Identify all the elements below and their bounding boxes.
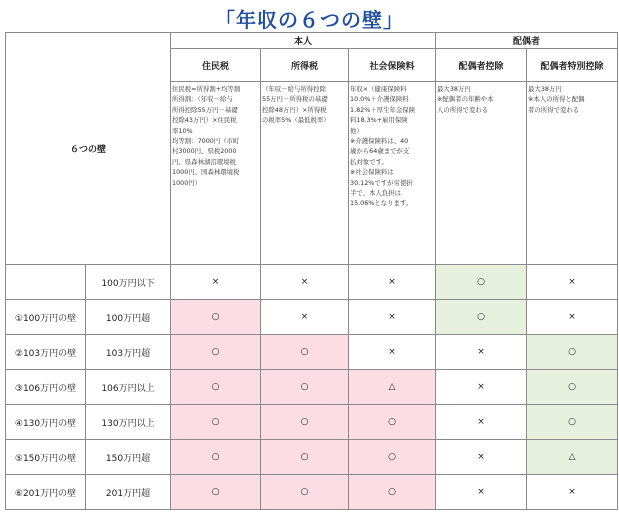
column-description (261, 82, 349, 265)
description-line: 歳から64歳までが支 (350, 147, 410, 156)
income-threshold-cell: 100万円以下 (86, 265, 171, 300)
description-line: ※介護保険料は、40 (350, 137, 409, 146)
mark-cell: × (436, 475, 527, 510)
mark-cell: ○ (261, 475, 349, 510)
wall-name-cell: ③106万円の壁 (6, 370, 86, 405)
mark-cell: × (171, 265, 261, 300)
description-line: 料18.3%+雇用保険 (350, 116, 408, 125)
table-row (6, 265, 618, 300)
mark-cell: △ (527, 440, 618, 475)
mark-cell: × (436, 440, 527, 475)
table-row (6, 475, 618, 510)
mark-cell: ○ (171, 440, 261, 475)
mark-cell: ○ (527, 405, 618, 440)
description-line: の税率5%（最低税率） (262, 116, 330, 125)
description-line: 所得割：（年収－給与 (172, 95, 233, 104)
column-header-spouse-special-deduction: 配偶者特別控除 (527, 49, 618, 82)
column-description (349, 82, 436, 265)
mark-cell: ○ (349, 440, 436, 475)
description-line: 年収×（健康保険料 (350, 85, 407, 93)
mark-cell: × (527, 475, 618, 510)
table-row (6, 370, 618, 405)
mark-cell: × (527, 265, 618, 300)
mark-cell: ○ (349, 475, 436, 510)
wall-name-cell: ⑥201万円の壁 (6, 475, 86, 510)
column-header-income-tax: 所得税 (261, 49, 349, 82)
mark-cell: ○ (171, 475, 261, 510)
description-line: 他） (350, 126, 363, 135)
mark-cell: ○ (527, 335, 618, 370)
column-header-social-insurance: 社会保険料 (349, 49, 436, 82)
mark-cell: ○ (171, 405, 261, 440)
table-row (6, 335, 618, 370)
mark-cell: ○ (436, 265, 527, 300)
mark-cell: ○ (527, 370, 618, 405)
mark-cell: △ (349, 370, 436, 405)
mark-cell: ○ (261, 335, 349, 370)
description-line: 率10% (172, 126, 193, 135)
income-threshold-cell: 130万円以上 (86, 405, 171, 440)
column-description (527, 82, 618, 265)
income-threshold-cell: 100万円超 (86, 300, 171, 335)
description-line: 者の所得で変わる (528, 105, 580, 114)
mark-cell: × (261, 300, 349, 335)
table-row (6, 405, 618, 440)
description-line: ※配偶者の年齢や本 (437, 95, 494, 104)
description-line: 均等割：7000円（市町 (172, 137, 240, 146)
description-line: 15.06%となります。 (350, 199, 413, 208)
mark-cell: ○ (261, 370, 349, 405)
table-row (6, 440, 618, 475)
description-line: ※社会保険料は (350, 168, 394, 177)
column-description (171, 82, 261, 265)
description-line: 10.0%＋介護保険料 (350, 95, 409, 104)
wall-table (5, 32, 618, 510)
income-threshold-cell: 201万円超 (86, 475, 171, 510)
mark-cell: × (436, 335, 527, 370)
mark-cell: ○ (261, 440, 349, 475)
description-line: 1.82%＋厚生年金保険 (350, 105, 416, 114)
mark-cell: ○ (171, 370, 261, 405)
mark-cell: × (436, 370, 527, 405)
income-threshold-cell: 150万円超 (86, 440, 171, 475)
mark-cell: × (436, 405, 527, 440)
wall-name-cell: ④130万円の壁 (6, 405, 86, 440)
column-description (436, 82, 527, 265)
description-line: 村3000円、県税2000 (172, 147, 237, 156)
group-self-header: 本人 (171, 33, 436, 49)
description-line: ※本人の所得と配偶 (528, 95, 585, 104)
mark-cell: ○ (436, 300, 527, 335)
description-line: 控除48万円）×所得税 (262, 105, 327, 114)
mark-cell: ○ (349, 405, 436, 440)
mark-cell: × (261, 265, 349, 300)
description-line: 最大38万円 (437, 85, 471, 93)
description-line: 1000円、国森林環境税 (172, 168, 240, 177)
wall-name-cell: ②103万円の壁 (6, 335, 86, 370)
income-threshold-cell: 106万円以上 (86, 370, 171, 405)
wall-label-cell (6, 33, 171, 265)
mark-cell: × (349, 300, 436, 335)
description-line: 所得控除55万円－基礎 (172, 105, 238, 114)
wall-name-cell: ①100万円の壁 (6, 300, 86, 335)
column-header-resident-tax: 住民税 (171, 49, 261, 82)
mark-cell: × (349, 265, 436, 300)
page-title: 「年収の６つの壁」 (215, 8, 404, 32)
description-line: 控除43万円）×住民税 (172, 116, 237, 125)
description-line: 30.12%ですが労使折 (350, 178, 413, 187)
wall-name-cell: ⑤150万円の壁 (6, 440, 86, 475)
wall-name-cell (6, 265, 86, 300)
description-line: 人の所得で変わる (437, 105, 489, 114)
mark-cell: × (349, 335, 436, 370)
description-line: 1000円） (172, 178, 202, 187)
description-line: 55万円－所得税の基礎 (262, 95, 328, 104)
mark-cell: ○ (261, 405, 349, 440)
description-line: 払対象です。 (350, 157, 388, 166)
income-threshold-cell: 103万円超 (86, 335, 171, 370)
description-line: 住民税=所得割+均等割 (172, 85, 241, 93)
mark-cell: × (527, 300, 618, 335)
column-header-spouse-deduction: 配偶者控除 (436, 49, 527, 82)
mark-cell: ○ (171, 300, 261, 335)
description-line: 最大38万円 (528, 85, 562, 93)
table-row (6, 300, 618, 335)
wall-label: ６つの壁 (70, 145, 107, 155)
description-line: 半で、本人負担は (350, 189, 402, 198)
group-spouse-header: 配偶者 (436, 33, 618, 49)
description-line: （年収－給与所得控除 (262, 85, 326, 93)
mark-cell: ○ (171, 335, 261, 370)
description-line: 円、県森林湖沼環境税 (172, 157, 236, 166)
